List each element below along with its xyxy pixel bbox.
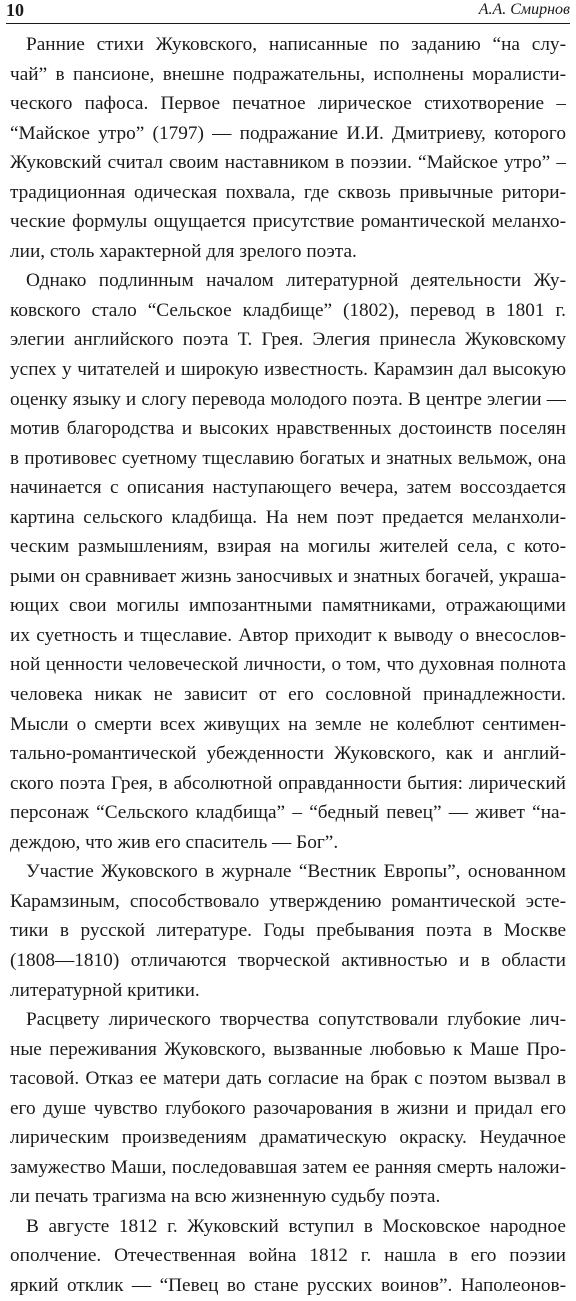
text-line: тасовой. Отказ ее матери дать согласие на брак с поэтом вызвал в bbox=[10, 1068, 566, 1090]
text-line: в противовес суетному тщеславию богатых и знатных вельмож, она bbox=[10, 447, 566, 469]
text-line: ополчение. Отечественная война 1812 г. нашла в его поэзии bbox=[10, 1245, 566, 1267]
text-line: Мысли о смерти всех живущих на земле не колеблют сентимен- bbox=[10, 713, 566, 735]
text-line: рыми он сравнивает жизнь заносчивых и знатных богачей, украша- bbox=[10, 565, 566, 587]
text-line: начинается с описания наступающего вечера, затем воссоздается bbox=[10, 477, 566, 499]
text-line: лии, столь характерной для зрелого поэта. bbox=[10, 240, 357, 262]
text-line: ные переживания Жуковского, вызванные любовью к Маше Про- bbox=[10, 1038, 566, 1060]
text-line: ной ценности человеческой личности, о том, что духовная полнота bbox=[10, 654, 566, 676]
text-line: чай” в пансионе, внешне подражательны, исполнены моралисти- bbox=[10, 63, 566, 85]
page-header bbox=[6, 0, 570, 22]
text-line: Карамзиным, способствовало утверждению романтической эсте- bbox=[10, 890, 566, 912]
text-line: ского поэта Грея, в абсолютной оправданности бытия: лирический bbox=[10, 772, 566, 794]
text-line: ческим размышлениям, взирая на могилы жителей села, с кото- bbox=[10, 536, 566, 558]
text-line: “Майское утро” (1797) — подражание И.И. Дмитриеву, которого bbox=[10, 122, 566, 144]
text-line: яркий отклик — “Певец во стане русских воинов”. Наполеонов- bbox=[10, 1274, 566, 1296]
text-line: традиционная одическая похвала, где сквозь привычные ритори- bbox=[10, 181, 566, 203]
text-line: оценку языку и слогу перевода молодого поэта. В центре элегии — bbox=[10, 388, 566, 410]
text-line: тально-романтической убежденности Жуковского, как и англий- bbox=[10, 743, 566, 765]
text-line: ковского стало “Сельское кладбище” (1802), перевод в 1801 г. bbox=[10, 299, 566, 321]
text-line: персонаж “Сельского кладбища” – “бедный певец” — живет “на- bbox=[10, 802, 566, 824]
text-line: ческие формулы ощущается присутствие романтической меланхо- bbox=[10, 211, 566, 233]
text-line: элегии английского поэта Т. Грея. Элегия принесла Жуковскому bbox=[10, 329, 566, 351]
text-line: ющих свои могилы импозантными памятниками, отражающими bbox=[10, 595, 566, 617]
page-number: 10 bbox=[6, 0, 24, 20]
text-line: Расцвету лирического творчества сопутствовали глубокие лич- bbox=[26, 1009, 566, 1031]
text-line: (1808—1810) отличаются творческой активностью и в области bbox=[10, 949, 566, 971]
text-line: Однако подлинным началом литературной деятельности Жу- bbox=[26, 270, 566, 292]
text-line: Жуковский считал своим наставником в поэзии. “Майское утро” – bbox=[10, 152, 566, 174]
text-line: успех у читателей и широкую известность. Карамзин дал высокую bbox=[10, 359, 566, 381]
header-rule bbox=[6, 23, 570, 24]
text-line: Ранние стихи Жуковского, написанные по заданию “на слу- bbox=[26, 34, 566, 55]
text-line: ли печать трагизма на всю жизненную судьбу поэта. bbox=[10, 1186, 441, 1208]
text-line: тики в русской литературе. Годы пребывания поэта в Москве bbox=[10, 920, 566, 942]
running-head-author: А.А. Смирнов bbox=[478, 1, 570, 18]
text-line: литературной критики. bbox=[10, 979, 200, 1001]
text-line: его душе чувство глубокого разочарования в жизни и придал его bbox=[10, 1097, 566, 1119]
text-line: их суетность и тщеславие. Автор приходит к выводу о внесослов- bbox=[10, 624, 566, 646]
text-line: Участие Жуковского в журнале “Вестник Европы”, основанном bbox=[26, 861, 566, 883]
text-line: ческого пафоса. Первое печатное лирическое стихотворение – bbox=[10, 93, 566, 115]
text-line: замужество Маши, последовавшая затем ее ранняя смерть наложи- bbox=[10, 1156, 566, 1178]
text-line: картина сельского кладбища. На нем поэт предается меланхоли- bbox=[10, 506, 566, 528]
text-line: мотив благородства и высоких нравственных достоинств поселян bbox=[10, 418, 566, 440]
body-text bbox=[10, 30, 566, 1301]
text-line: В августе 1812 г. Жуковский вступил в Московское народное bbox=[26, 1215, 566, 1237]
text-line: человека никак не зависит от его сословной принадлежности. bbox=[10, 684, 566, 706]
text-line: деждою, что жив его спаситель — Бог”. bbox=[10, 831, 339, 853]
text-line: лирическим произведениям драматическую окраску. Неудачное bbox=[10, 1127, 566, 1149]
